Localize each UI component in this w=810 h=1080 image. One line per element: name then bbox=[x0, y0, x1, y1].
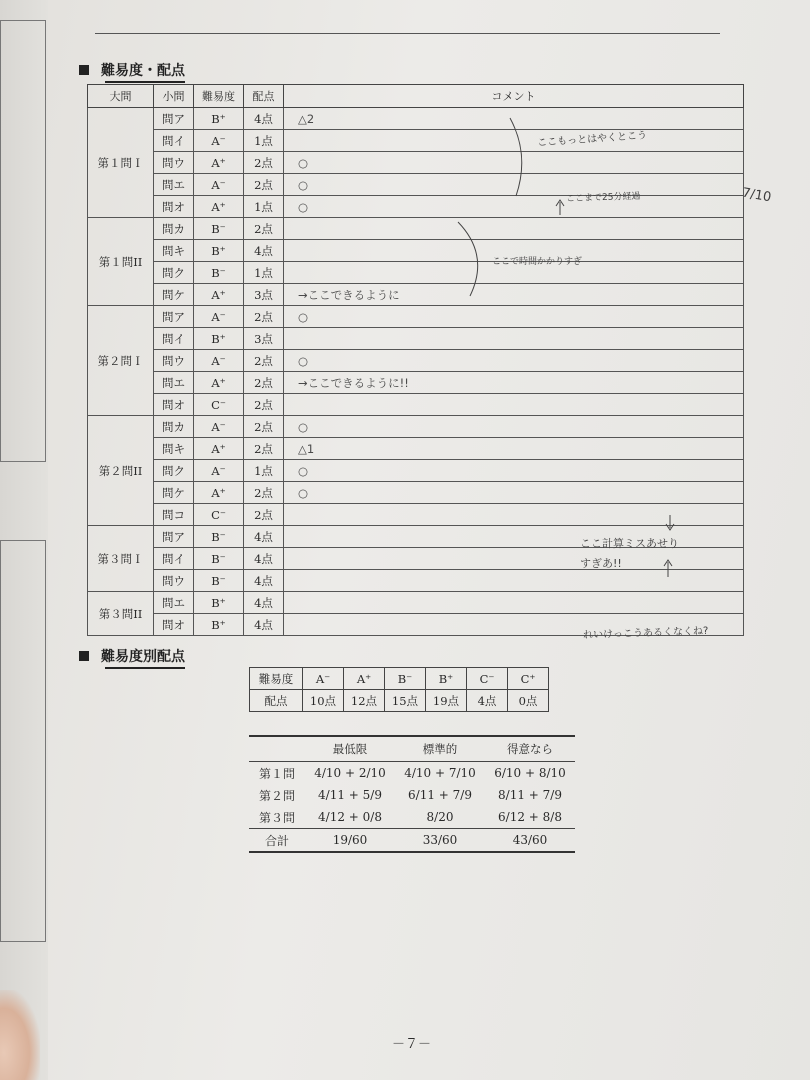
sub-question-cell: 問オ bbox=[154, 614, 194, 636]
difficulty-level-cell: C⁻ bbox=[467, 668, 508, 690]
header-cell: 得意なら bbox=[485, 736, 575, 762]
row-label: 合計 bbox=[249, 829, 305, 853]
header-cell: 大問 bbox=[88, 85, 154, 108]
header-cell: 標準的 bbox=[395, 736, 485, 762]
points-cell: 2点 bbox=[244, 394, 284, 416]
score-cell: 6/10 + 8/10 bbox=[494, 766, 566, 780]
points-cell: 2点 bbox=[244, 372, 284, 394]
difficulty-cell: B⁺ bbox=[194, 108, 244, 130]
difficulty-level-cell: C⁺ bbox=[508, 668, 549, 690]
score-cell: 33/60 bbox=[395, 829, 485, 853]
comment-cell: △2 bbox=[284, 108, 744, 130]
comment-cell: ○ bbox=[284, 152, 744, 174]
points-cell: 2点 bbox=[244, 416, 284, 438]
score-cell: 6/11 + 7/9 bbox=[408, 788, 472, 802]
difficulty-cell: A⁻ bbox=[194, 350, 244, 372]
difficulty-cell: A⁺ bbox=[194, 284, 244, 306]
difficulty-points-cell: 10点 bbox=[303, 690, 344, 712]
difficulty-cell: B⁻ bbox=[194, 262, 244, 284]
score-cell: 43/60 bbox=[485, 829, 575, 853]
difficulty-cell: B⁻ bbox=[194, 526, 244, 548]
sub-question-cell: 問ア bbox=[154, 526, 194, 548]
difficulty-row bbox=[250, 668, 549, 690]
difficulty-cell: B⁺ bbox=[194, 592, 244, 614]
sub-question-cell: 問エ bbox=[154, 592, 194, 614]
difficulty-cell: B⁺ bbox=[194, 614, 244, 636]
comment-cell: ○ bbox=[284, 196, 744, 218]
points-cell: 1点 bbox=[244, 262, 284, 284]
table-row bbox=[249, 806, 575, 829]
sub-question-cell: 問イ bbox=[154, 548, 194, 570]
comment-cell: ○ bbox=[284, 306, 744, 328]
points-by-difficulty-table bbox=[249, 667, 549, 712]
handwritten-note: ここもっとはやくとこう bbox=[536, 130, 648, 149]
difficulty-cell: A⁺ bbox=[194, 438, 244, 460]
handwritten-note: ここ計算ミスあせりすぎあ!! bbox=[580, 537, 679, 570]
sub-question-cell: 問ケ bbox=[154, 284, 194, 306]
score-cell: 4/10 + 2/10 bbox=[314, 766, 386, 780]
points-cell: 2点 bbox=[244, 350, 284, 372]
sub-question-cell: 問ク bbox=[154, 460, 194, 482]
major-question-cell: 第２問Ｉ bbox=[88, 306, 154, 416]
points-cell: 2点 bbox=[244, 174, 284, 196]
score-cell: 8/11 + 7/9 bbox=[498, 788, 562, 802]
difficulty-cell: A⁻ bbox=[194, 460, 244, 482]
handwritten-note: ここで時間かかりすぎ bbox=[492, 257, 583, 267]
header-cell: 小問 bbox=[154, 85, 194, 108]
section-title-difficulty: 難易度・配点 bbox=[79, 60, 185, 80]
difficulty-points-cell: 19点 bbox=[426, 690, 467, 712]
header-cell bbox=[249, 736, 305, 762]
sub-question-cell: 問オ bbox=[154, 394, 194, 416]
points-cell: 4点 bbox=[244, 108, 284, 130]
points-cell: 4点 bbox=[244, 570, 284, 592]
points-cell: 1点 bbox=[244, 130, 284, 152]
difficulty-level-cell: B⁻ bbox=[385, 668, 426, 690]
sub-question-cell: 問ウ bbox=[154, 152, 194, 174]
points-cell: 2点 bbox=[244, 504, 284, 526]
comment-cell: →ここできるように bbox=[284, 284, 744, 306]
bullet-square-icon bbox=[79, 651, 89, 661]
row-label: 配点 bbox=[250, 690, 303, 712]
score-cell: 19/60 bbox=[305, 829, 395, 853]
difficulty-cell: B⁺ bbox=[194, 328, 244, 350]
header-cell: 難易度 bbox=[194, 85, 244, 108]
major-question-cell: 第３問II bbox=[88, 592, 154, 636]
major-question-cell: 第１問Ｉ bbox=[88, 108, 154, 218]
points-cell: 2点 bbox=[244, 438, 284, 460]
handwritten-score: 7/10 bbox=[740, 185, 773, 206]
points-cell: 1点 bbox=[244, 196, 284, 218]
points-cell: 4点 bbox=[244, 240, 284, 262]
sub-question-cell: 問ア bbox=[154, 306, 194, 328]
score-cell: 4/10 + 7/10 bbox=[404, 766, 476, 780]
sub-question-cell: 問ケ bbox=[154, 482, 194, 504]
points-cell: 4点 bbox=[244, 548, 284, 570]
sub-question-cell: 問ウ bbox=[154, 350, 194, 372]
score-cell: 8/20 bbox=[426, 810, 454, 824]
row-label: 第１問 bbox=[258, 766, 295, 781]
sub-question-cell: 問イ bbox=[154, 328, 194, 350]
handwritten-note: れいけっこうあるくなくね? bbox=[582, 625, 709, 642]
comment-cell: △1 bbox=[284, 438, 744, 460]
points-cell: 2点 bbox=[244, 218, 284, 240]
difficulty-cell: A⁺ bbox=[194, 482, 244, 504]
sub-question-cell: 問コ bbox=[154, 504, 194, 526]
sub-question-cell: 問エ bbox=[154, 372, 194, 394]
row-label: 第２問 bbox=[258, 788, 295, 803]
sub-question-cell: 問キ bbox=[154, 240, 194, 262]
difficulty-cell: B⁻ bbox=[194, 218, 244, 240]
difficulty-cell: A⁺ bbox=[194, 152, 244, 174]
difficulty-cell: A⁻ bbox=[194, 130, 244, 152]
difficulty-points-cell: 0点 bbox=[508, 690, 549, 712]
sub-question-cell: 問ア bbox=[154, 108, 194, 130]
row-label: 難易度 bbox=[250, 668, 303, 690]
header-cell: 配点 bbox=[244, 85, 284, 108]
difficulty-cell: A⁻ bbox=[194, 306, 244, 328]
score-cell: 4/12 + 0/8 bbox=[318, 810, 382, 824]
table-header-row bbox=[249, 736, 575, 762]
points-cell: 2点 bbox=[244, 152, 284, 174]
comment-cell: ○ bbox=[284, 350, 744, 372]
sub-question-cell: 問エ bbox=[154, 174, 194, 196]
points-cell: 4点 bbox=[244, 592, 284, 614]
difficulty-cell: A⁺ bbox=[194, 372, 244, 394]
comment-cell: ○ bbox=[284, 416, 744, 438]
sub-question-cell: 問ク bbox=[154, 262, 194, 284]
difficulty-points-cell: 15点 bbox=[385, 690, 426, 712]
score-cell: 4/11 + 5/9 bbox=[318, 788, 382, 802]
major-question-cell: 第１問II bbox=[88, 218, 154, 306]
comment-cell: ○ bbox=[284, 460, 744, 482]
difficulty-points-cell: 12点 bbox=[344, 690, 385, 712]
difficulty-cell: B⁻ bbox=[194, 570, 244, 592]
sub-question-cell: 問オ bbox=[154, 196, 194, 218]
difficulty-cell: B⁺ bbox=[194, 240, 244, 262]
points-cell: 2点 bbox=[244, 306, 284, 328]
sub-question-cell: 問キ bbox=[154, 438, 194, 460]
sub-question-cell: 問イ bbox=[154, 130, 194, 152]
comment-cell: ○ bbox=[284, 482, 744, 504]
header-cell: コメント bbox=[284, 85, 744, 108]
sub-question-cell: 問ウ bbox=[154, 570, 194, 592]
sub-question-cell: 問カ bbox=[154, 416, 194, 438]
score-cell: 6/12 + 8/8 bbox=[498, 810, 562, 824]
major-question-cell: 第２問II bbox=[88, 416, 154, 526]
difficulty-level-cell: A⁺ bbox=[344, 668, 385, 690]
target-score-table bbox=[249, 735, 575, 853]
section-title-points-by-difficulty: 難易度別配点 bbox=[79, 646, 185, 666]
difficulty-cell: A⁺ bbox=[194, 196, 244, 218]
comment-cell: ○ bbox=[284, 174, 744, 196]
points-cell: 2点 bbox=[244, 482, 284, 504]
header-cell: 最低限 bbox=[305, 736, 395, 762]
points-row bbox=[250, 690, 549, 712]
difficulty-cell: C⁻ bbox=[194, 504, 244, 526]
table-row bbox=[249, 784, 575, 806]
table-row bbox=[249, 762, 575, 785]
points-cell: 4点 bbox=[244, 526, 284, 548]
difficulty-points-cell: 4点 bbox=[467, 690, 508, 712]
points-cell: 3点 bbox=[244, 284, 284, 306]
row-label: 第３問 bbox=[258, 810, 295, 825]
page-number: －７－ bbox=[392, 1037, 432, 1052]
sub-question-cell: 問カ bbox=[154, 218, 194, 240]
table-row bbox=[249, 829, 575, 853]
difficulty-cell: C⁻ bbox=[194, 394, 244, 416]
handwritten-note: ここまで25分経過 bbox=[565, 191, 641, 205]
difficulty-cell: A⁻ bbox=[194, 416, 244, 438]
points-cell: 1点 bbox=[244, 460, 284, 482]
points-cell: 4点 bbox=[244, 614, 284, 636]
difficulty-level-cell: B⁺ bbox=[426, 668, 467, 690]
major-question-cell: 第３問Ｉ bbox=[88, 526, 154, 592]
difficulty-cell: B⁻ bbox=[194, 548, 244, 570]
difficulty-cell: A⁻ bbox=[194, 174, 244, 196]
points-cell: 3点 bbox=[244, 328, 284, 350]
difficulty-level-cell: A⁻ bbox=[303, 668, 344, 690]
comment-cell: →ここできるように!! bbox=[284, 372, 744, 394]
